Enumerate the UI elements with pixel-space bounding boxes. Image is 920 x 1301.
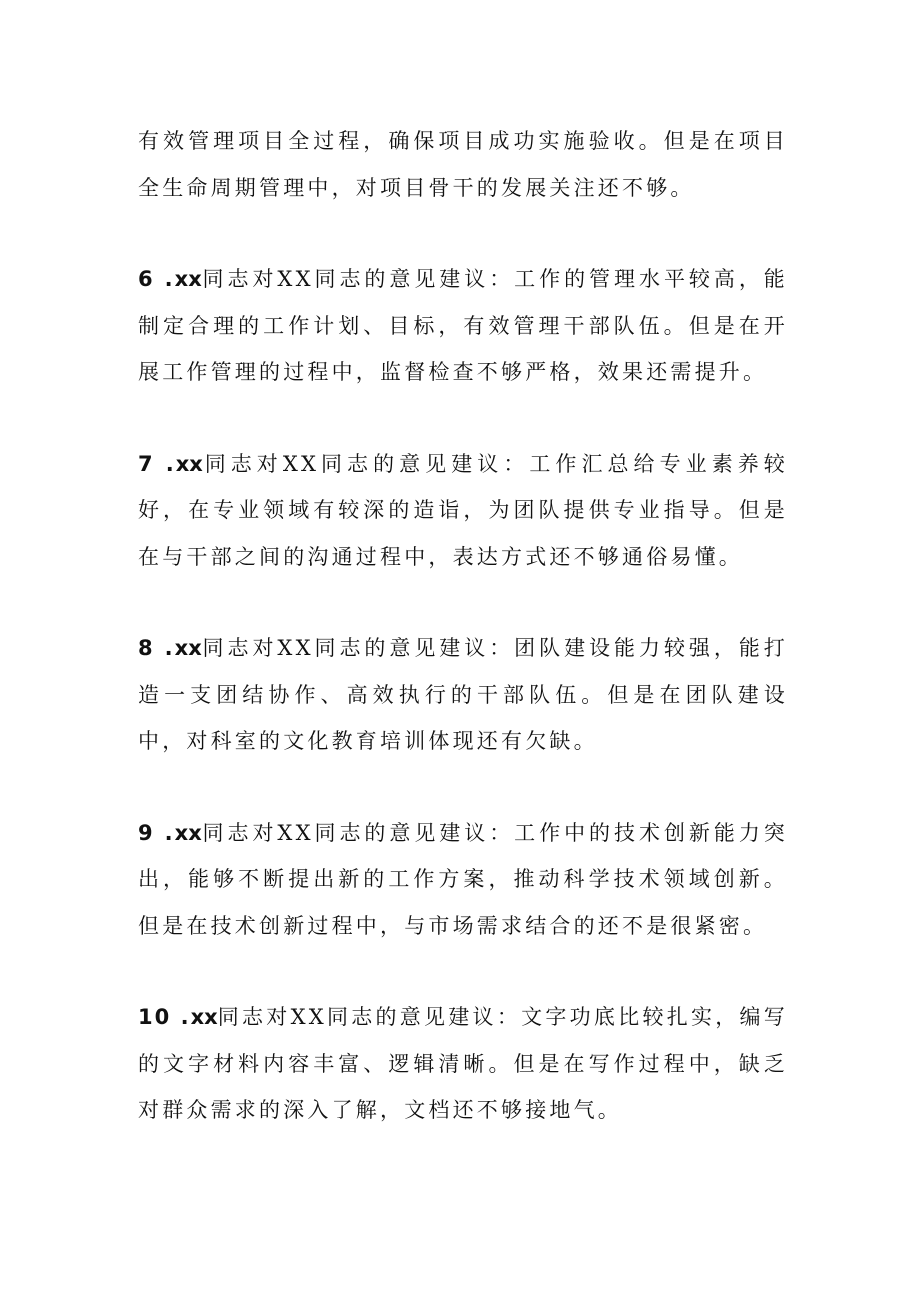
paragraph-item-6: [138, 256, 788, 396]
item-name: xx: [174, 267, 202, 291]
paragraph-text: 同志对XX同志的意见建议：工作的管理水平较高，能制定合理的工作计划、目标，有效管理干部队伍。但是在开展工作管理的过程中，监督检查不够严格，效果还需提升。: [138, 267, 788, 384]
item-number: 6 .: [138, 267, 175, 291]
item-name: xx: [174, 636, 202, 660]
document-body: [138, 118, 788, 1179]
item-number: 8 .: [138, 636, 175, 660]
item-name: xx: [190, 1005, 218, 1029]
paragraph-item-8: [138, 625, 788, 765]
paragraph-item-7: [138, 441, 788, 581]
item-number: 10 .: [138, 1005, 191, 1029]
paragraph-text: 同志对XX同志的意见建议：团队建设能力较强，能打造一支团结协作、高效执行的干部队伍。但是在团队建设中，对科室的文化教育培训体现还有欠缺。: [138, 636, 788, 753]
item-number: 7 .: [138, 451, 176, 476]
paragraph-text: 同志对XX同志的意见建议：工作中的技术创新能力突出，能够不断提出新的工作方案，推动科学技术领域创新。但是在技术创新过程中，与市场需求结合的还不是很紧密。: [138, 820, 788, 938]
item-name: xx: [175, 451, 203, 476]
paragraph-item-9: [138, 810, 788, 950]
paragraph-text: 有效管理项目全过程，确保项目成功实施验收。但是在项目全生命周期管理中，对项目骨干的发展关注还不够。: [138, 129, 788, 200]
paragraph-text: 同志对XX同志的意见建议：工作汇总给专业素养较好，在专业领域有较深的造诣，为团队提供专业指导。但是在与干部之间的沟通过程中，表达方式还不够通俗易懂。: [138, 451, 788, 569]
paragraph-item-10: [138, 994, 788, 1134]
item-number: 9 .: [138, 820, 175, 845]
paragraph-text: 同志对XX同志的意见建议：文字功底比较扎实，编写的文字材料内容丰富、逻辑清晰。但是在写作过程中，缺乏对群众需求的深入了解，文档还不够接地气。: [138, 1005, 789, 1122]
paragraph-continuation: [138, 118, 788, 211]
item-name: xx: [174, 820, 202, 845]
